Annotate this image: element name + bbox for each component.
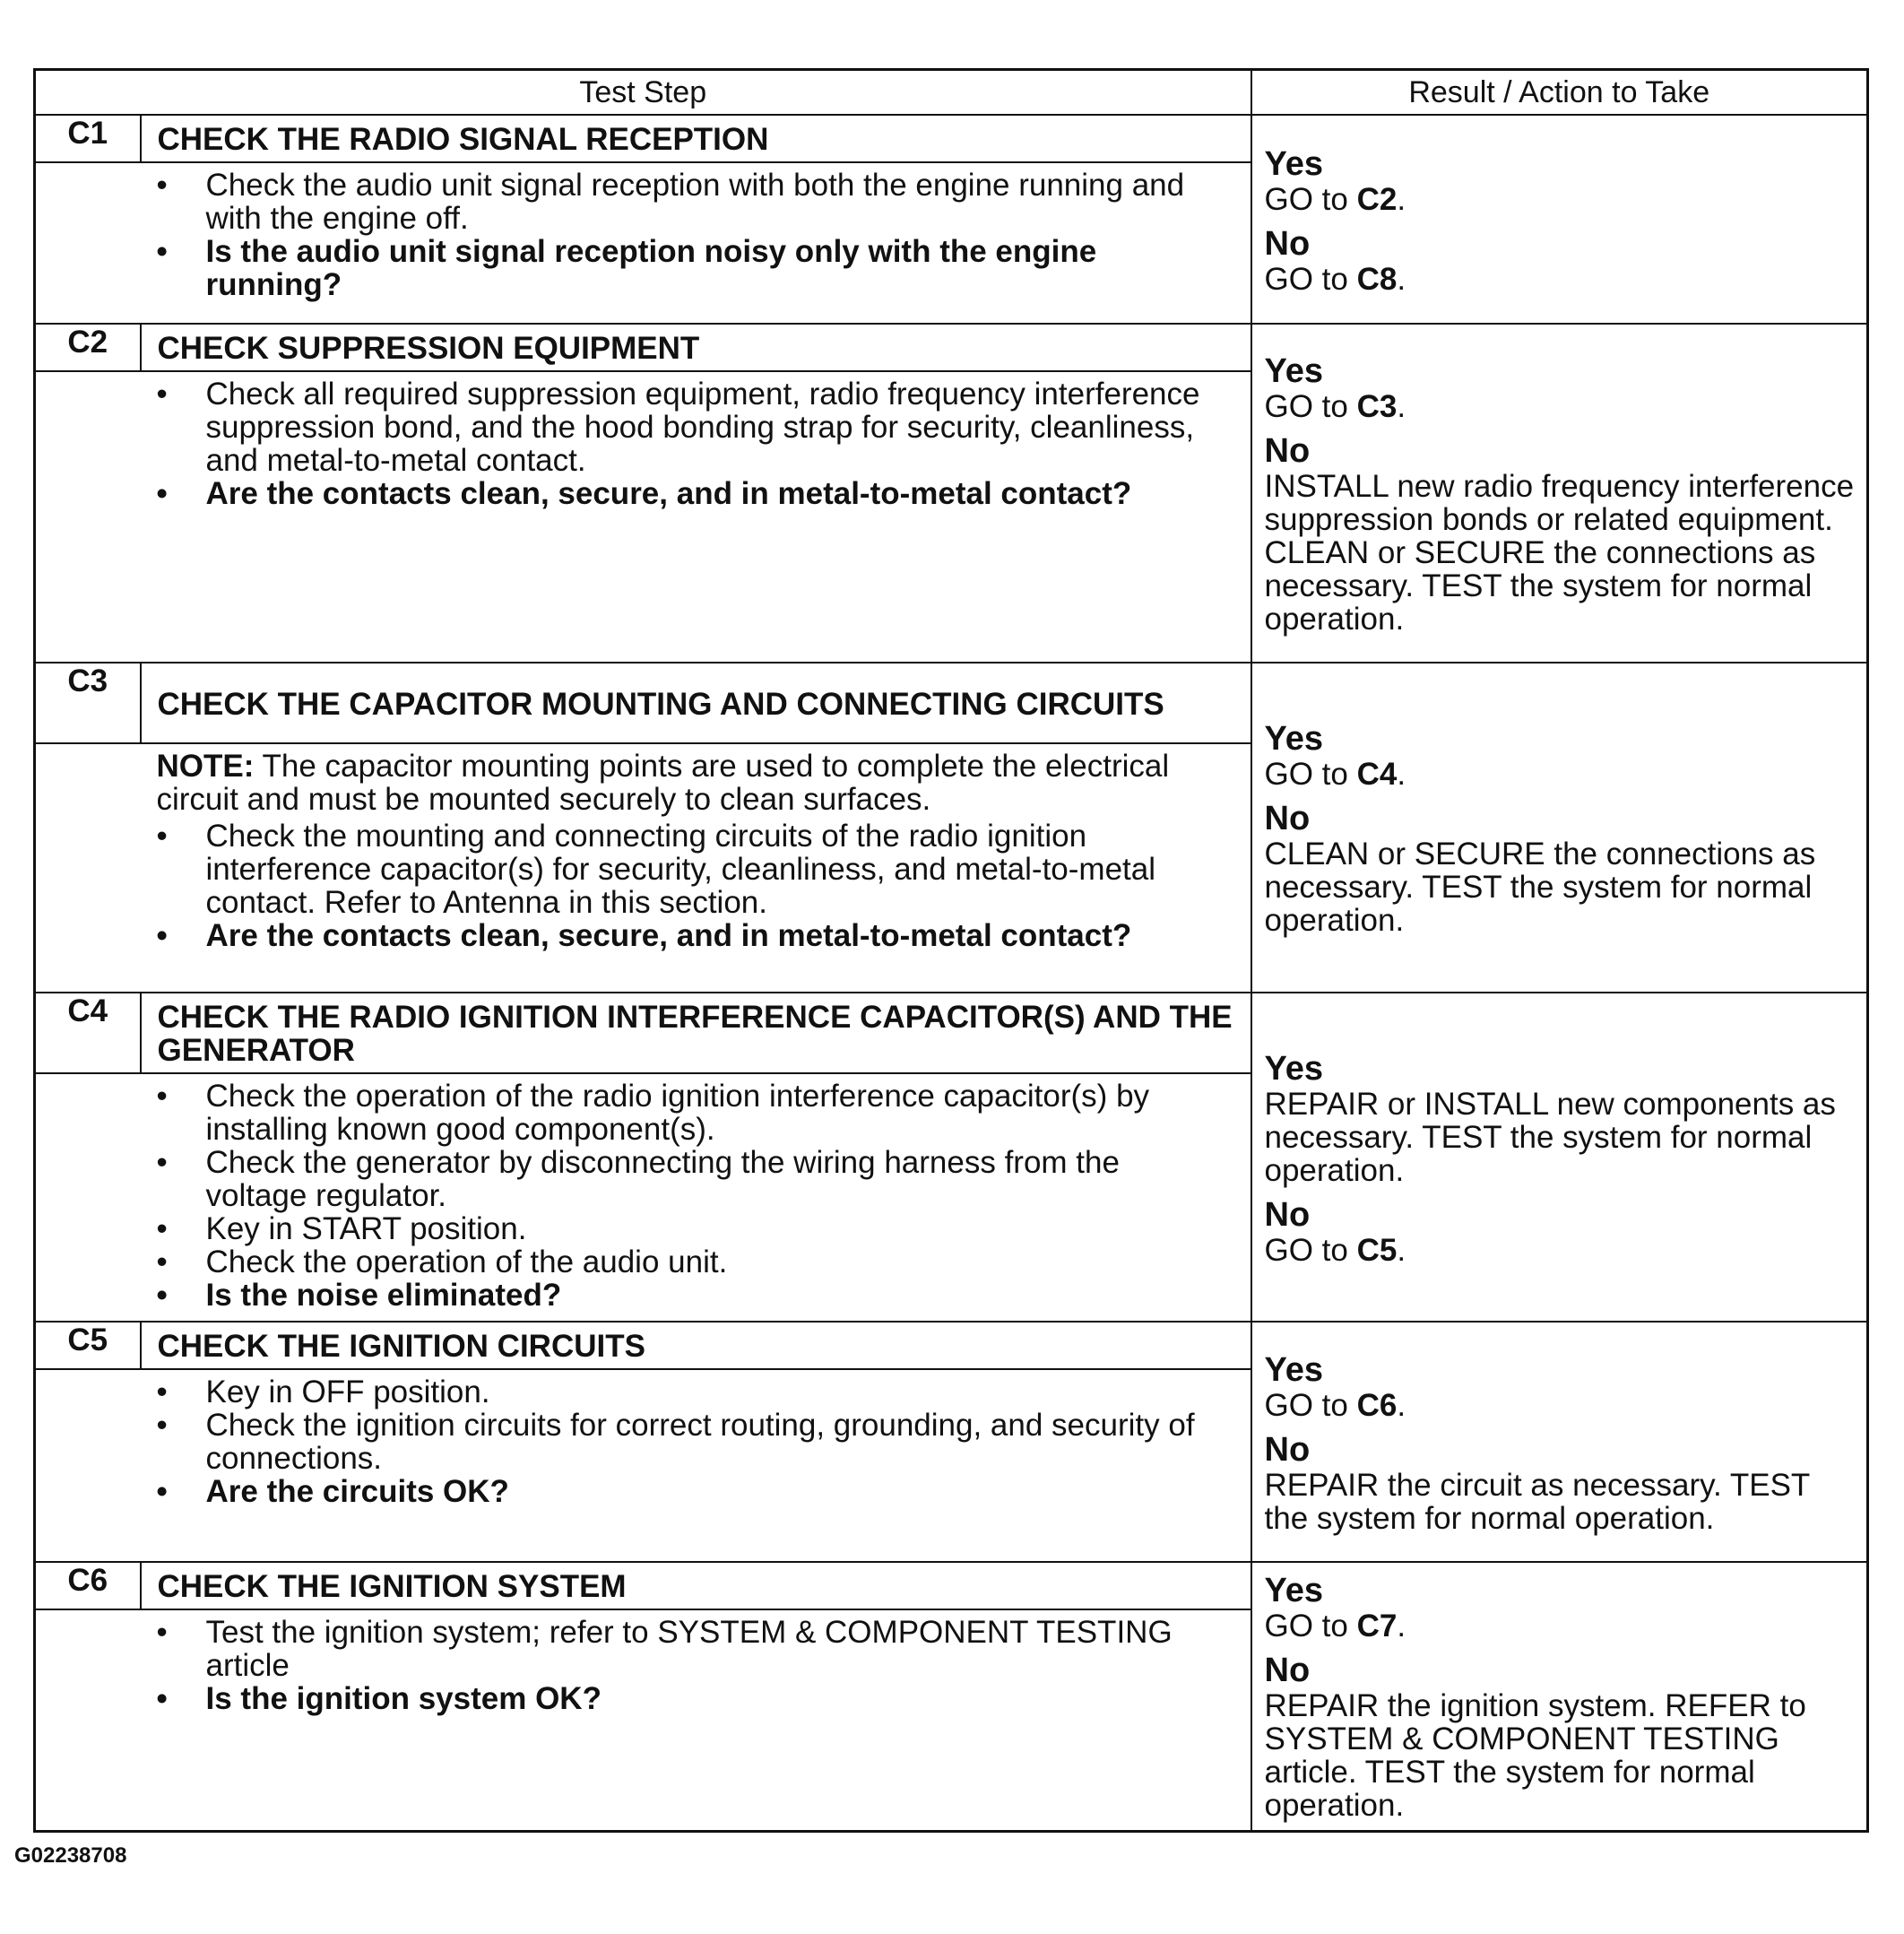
step-instruction: • Check the generator by disconnecting the wiring harness from the voltage regulator. [157, 1146, 1224, 1212]
step-bullets [157, 1080, 1224, 1312]
step-question: • Is the ignition system OK? [157, 1682, 1224, 1715]
yes-action [1265, 390, 1860, 423]
yes-action [1265, 1609, 1860, 1643]
step-bullets [157, 820, 1224, 952]
step-instruction: • Key in OFF position. [157, 1375, 1224, 1409]
step-id-spacer [35, 371, 141, 663]
no-label: No [1264, 1652, 1311, 1690]
figure-id: G02238708 [14, 1843, 127, 1868]
step-bullets [157, 169, 1224, 301]
step-title: CHECK THE RADIO SIGNAL RECEPTION [141, 115, 1251, 162]
step-result [1251, 115, 1868, 324]
yes-label: Yes [1264, 352, 1324, 390]
step-bullets [157, 1375, 1224, 1508]
step-body [141, 162, 1251, 324]
step-result [1251, 993, 1868, 1322]
yes-label: Yes [1264, 1572, 1324, 1610]
goto-prefix: GO to [1264, 389, 1357, 424]
yes-label: Yes [1264, 144, 1324, 183]
step-title-row [35, 1562, 1868, 1609]
step-title: CHECK THE IGNITION CIRCUITS [141, 1322, 1251, 1369]
step-title: CHECK SUPPRESSION EQUIPMENT [141, 324, 1251, 371]
step-body [141, 743, 1251, 993]
step-body [141, 1073, 1251, 1322]
goto-target: C6 [1356, 1387, 1398, 1423]
step-instruction: • Check the operation of the audio unit. [157, 1245, 1224, 1279]
note-text: The capacitor mounting points are used to complete the electrical circuit and must be mounted securely to clean surfaces. [156, 749, 1170, 817]
table-body [35, 115, 1868, 1831]
step-id: C2 [35, 324, 141, 371]
goto-target: C4 [1356, 757, 1398, 792]
step-id-spacer [35, 1609, 141, 1831]
goto-suffix: . [1397, 1609, 1406, 1644]
step-instruction: • Check the audio unit signal reception with both the engine running and with the engine off. [157, 169, 1224, 235]
goto-suffix: . [1397, 1232, 1406, 1268]
goto-suffix: . [1397, 1387, 1406, 1423]
yes-label: Yes [1264, 1350, 1324, 1389]
yes-label: Yes [1264, 1049, 1324, 1088]
goto-target: C3 [1356, 389, 1398, 424]
step-instruction: • Check all required suppression equipment, radio frequency interference suppression bond, and the hood bonding strap for security, cleanliness, and metal-to-metal contact. [157, 377, 1224, 477]
no-label: No [1264, 1195, 1311, 1234]
step-title: CHECK THE CAPACITOR MOUNTING AND CONNECTING CIRCUITS [141, 663, 1251, 743]
no-action: CLEAN or SECURE the connections as necessary. TEST the system for normal operation. [1264, 837, 1816, 938]
step-bullets [157, 377, 1224, 510]
goto-prefix: GO to [1264, 757, 1357, 792]
goto-prefix: GO to [1264, 1232, 1357, 1268]
no-action [1265, 1234, 1860, 1267]
goto-prefix: GO to [1264, 1387, 1357, 1423]
result-header: Result / Action to Take [1251, 70, 1868, 116]
step-id: C4 [35, 993, 141, 1073]
goto-target: C7 [1356, 1609, 1398, 1644]
step-note [157, 750, 1224, 816]
goto-target: C5 [1356, 1232, 1398, 1268]
step-instruction: • Check the ignition circuits for correct routing, grounding, and security of connections. [157, 1409, 1224, 1475]
yes-action [1265, 183, 1860, 216]
step-question: • Are the contacts clean, secure, and in metal-to-metal contact? [157, 919, 1224, 952]
goto-target: C8 [1356, 261, 1398, 297]
step-title-row [35, 663, 1868, 743]
step-result [1251, 324, 1868, 663]
step-instruction: • Key in START position. [157, 1212, 1224, 1245]
step-id: C3 [35, 663, 141, 743]
goto-suffix: . [1397, 261, 1406, 297]
no-label: No [1264, 1430, 1311, 1469]
step-id: C6 [35, 1562, 141, 1609]
goto-suffix: . [1397, 757, 1406, 792]
step-question: • Is the audio unit signal reception noisy only with the engine running? [157, 235, 1224, 301]
goto-suffix: . [1397, 181, 1406, 217]
step-id: C1 [35, 115, 141, 162]
yes-action: REPAIR or INSTALL new components as necessary. TEST the system for normal operation. [1264, 1086, 1836, 1188]
step-body [141, 1609, 1251, 1831]
table-header-row [35, 70, 1868, 116]
no-action: REPAIR the circuit as necessary. TEST the system for normal operation. [1264, 1467, 1810, 1536]
step-result [1251, 1322, 1868, 1562]
no-label: No [1264, 224, 1311, 263]
step-title-row [35, 1322, 1868, 1369]
no-label: No [1264, 432, 1311, 470]
step-body [141, 371, 1251, 663]
no-label: No [1264, 800, 1311, 837]
no-action: INSTALL new radio frequency interference suppression bonds or related equipment. CLEAN or SECURE the connections as necessary. TEST the system for normal operation. [1264, 469, 1855, 637]
note-label: NOTE: [156, 749, 255, 784]
step-id-spacer [35, 743, 141, 993]
goto-prefix: GO to [1264, 261, 1357, 297]
test-step-header: Test Step [35, 70, 1251, 116]
step-question: • Are the circuits OK? [157, 1475, 1224, 1508]
goto-prefix: GO to [1264, 1609, 1357, 1644]
step-instruction: • Check the operation of the radio ignition interference capacitor(s) by installing known good component(s). [157, 1080, 1224, 1146]
step-title-row [35, 993, 1868, 1073]
step-title-row [35, 115, 1868, 162]
step-body [141, 1369, 1251, 1562]
no-action: REPAIR the ignition system. REFER to SYSTEM & COMPONENT TESTING article. TEST the system for normal operation. [1264, 1688, 1806, 1824]
no-action [1265, 263, 1860, 296]
step-instruction: • Check the mounting and connecting circuits of the radio ignition interference capacitor(s) for security, cleanliness, and metal-to-metal contact. Refer to Antenna in this section. [157, 820, 1224, 919]
step-instruction: • Test the ignition system; refer to SYSTEM & COMPONENT TESTING article [157, 1616, 1224, 1682]
step-title: CHECK THE IGNITION SYSTEM [141, 1562, 1251, 1609]
step-id-spacer [35, 1073, 141, 1322]
yes-action [1265, 1389, 1860, 1422]
step-question: • Is the noise eliminated? [157, 1279, 1224, 1312]
step-result [1251, 663, 1868, 993]
step-bullets [157, 1616, 1224, 1715]
step-title: CHECK THE RADIO IGNITION INTERFERENCE CAPACITOR(S) AND THE GENERATOR [141, 993, 1251, 1073]
step-title-row [35, 324, 1868, 371]
step-id: C5 [35, 1322, 141, 1369]
step-result [1251, 1562, 1868, 1831]
step-id-spacer [35, 162, 141, 324]
step-question: • Are the contacts clean, secure, and in metal-to-metal contact? [157, 477, 1224, 510]
goto-suffix: . [1397, 389, 1406, 424]
goto-prefix: GO to [1264, 181, 1357, 217]
yes-label: Yes [1264, 720, 1324, 758]
diagnostic-table [33, 68, 1869, 1833]
yes-action [1265, 758, 1860, 791]
step-id-spacer [35, 1369, 141, 1562]
goto-target: C2 [1356, 181, 1398, 217]
